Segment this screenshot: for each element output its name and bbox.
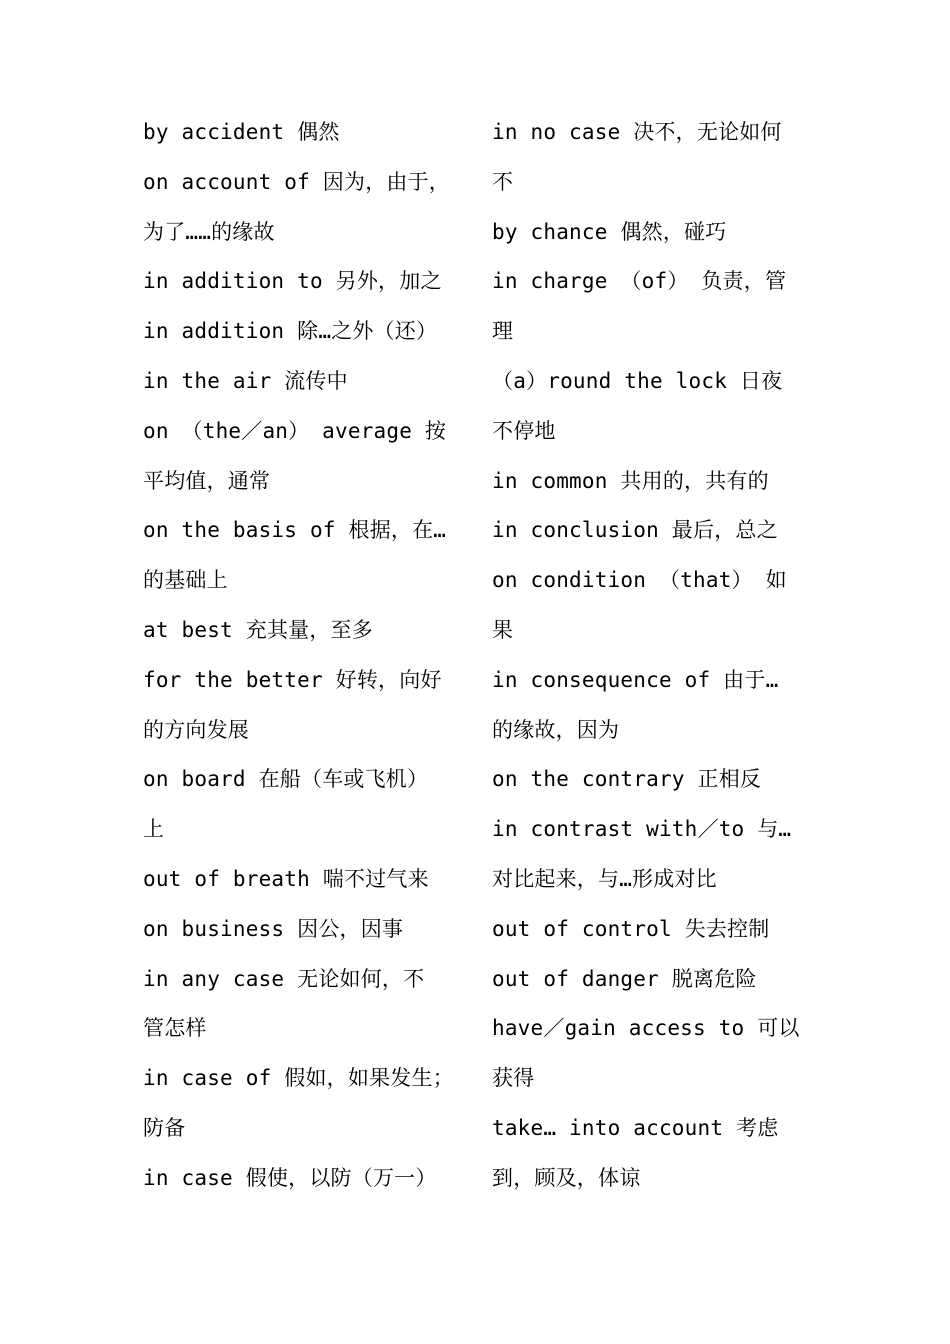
text-line: in common 共用的，共有的 — [492, 468, 769, 493]
text-line: 平均值，通常 — [143, 468, 271, 493]
text-line: in the air 流传中 — [143, 368, 348, 393]
text-line: on the contrary 正相反 — [492, 767, 762, 792]
text-line: in any case 无论如何，不 — [143, 966, 425, 991]
text-line: in no case 决不，无论如何 — [492, 120, 782, 144]
text-line: 防备 — [143, 1115, 186, 1140]
text-line: 理 — [492, 319, 514, 344]
text-line: 的缘故，因为 — [492, 717, 620, 742]
text-line: for the better 好转，向好 — [143, 667, 442, 692]
text-line: out of danger 脱离危险 — [492, 966, 757, 991]
text-line: 获得 — [492, 1066, 535, 1091]
text-line: have／gain access to 可以 — [492, 1016, 800, 1041]
text-line: 为了……的缘故 — [143, 219, 275, 244]
right-column — [492, 108, 810, 1204]
text-line: in consequence of 由于… — [492, 667, 779, 692]
left-column — [143, 108, 461, 1204]
text-line: out of control 失去控制 — [492, 916, 770, 941]
text-line: on business 因公，因事 — [143, 916, 404, 941]
text-line: out of breath 喘不过气来 — [143, 866, 429, 891]
text-line: 上 — [143, 817, 165, 842]
text-line: 果 — [492, 617, 514, 642]
text-line: by accident 偶然 — [143, 120, 340, 144]
text-line: in case 假使，以防（万一） — [143, 1165, 437, 1190]
text-line: 不 — [492, 169, 514, 194]
text-line: 不停地 — [492, 418, 556, 443]
text-line: 到，顾及，体谅 — [492, 1165, 641, 1190]
text-line: by chance 偶然，碰巧 — [492, 219, 727, 244]
text-line: at best 充其量，至多 — [143, 617, 373, 642]
text-line: take… into account 考虑 — [492, 1115, 779, 1140]
text-line: in conclusion 最后，总之 — [492, 518, 778, 543]
text-line: in addition 除…之外（还） — [143, 319, 438, 344]
text-line: on condition （that） 如 — [492, 568, 787, 593]
text-line: on the basis of 根据，在… — [143, 518, 447, 543]
text-line: in addition to 另外，加之 — [143, 269, 442, 294]
text-line: 的方向发展 — [143, 717, 249, 742]
text-line: 的基础上 — [143, 568, 228, 593]
text-line: 管怎样 — [143, 1016, 207, 1041]
text-line: in case of 假如，如果发生； — [143, 1066, 454, 1091]
text-line: in charge （of） 负责，管 — [492, 269, 787, 294]
text-line: on （the／an） average 按 — [143, 418, 447, 443]
text-line: on account of 因为，由于， — [143, 169, 451, 194]
text-line: 对比起来，与…形成对比 — [492, 866, 717, 891]
text-line: （a）round the lock 日夜 — [492, 368, 783, 393]
text-line: in contrast with／to 与… — [492, 817, 792, 842]
text-line: on board 在船（车或飞机） — [143, 767, 429, 792]
